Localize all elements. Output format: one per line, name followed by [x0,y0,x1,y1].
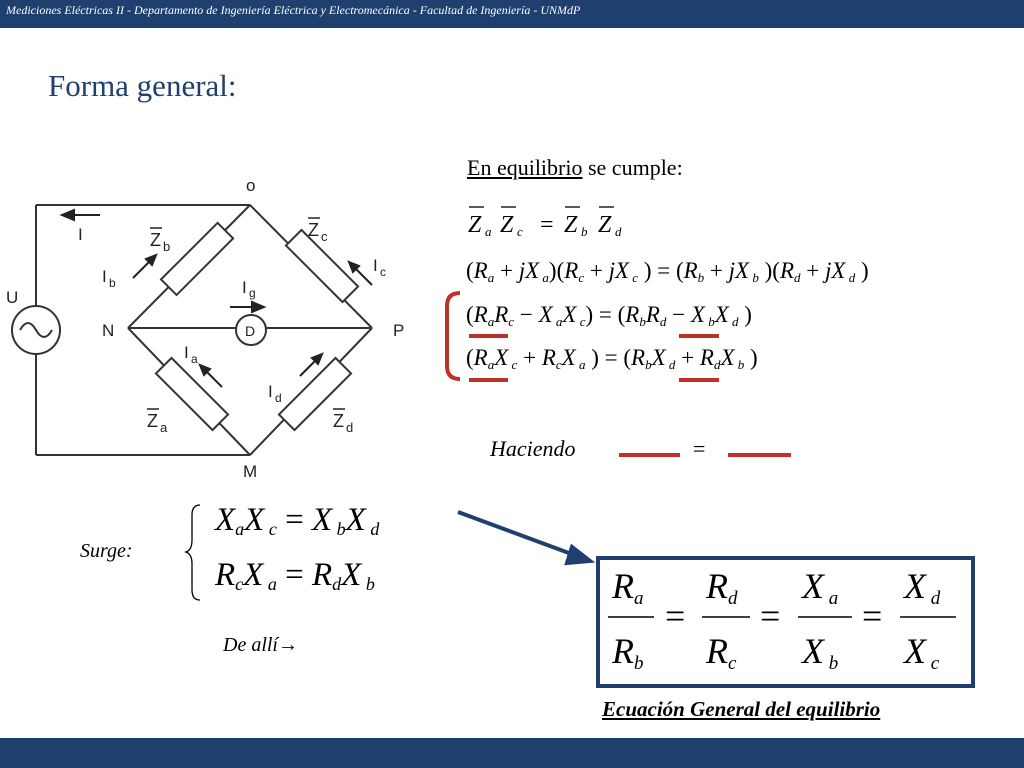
svg-text:b: b [109,276,116,290]
equation-impedance-product [468,207,622,239]
detector-label: D [245,323,256,339]
equilibrium-term: En equilibrio [467,155,583,180]
svg-text:(RaX c + RcX a ) = (RbX d + Rd: (RaX c + RcX a ) = (RbX d + RdX b ) [466,345,758,372]
svg-text:X b: X b [802,631,839,674]
equation-caption: Ecuación General del equilibrio [602,697,881,721]
svg-text:X c: X c [904,631,940,674]
svg-text:=: = [760,596,781,636]
equation-imag-part [466,345,758,372]
svg-text:c: c [517,224,523,239]
za-label: Z [147,411,158,431]
svg-text:XaX c = X bX d: XaX c = X bX d [215,502,380,539]
de-alli-label: De allí→ [223,634,298,656]
general-equilibrium-equation [608,566,956,674]
zb-label: Z [150,230,161,250]
svg-text:d: d [275,391,282,405]
svg-text:Ra: Ra [612,566,644,609]
svg-text:Rd: Rd [706,566,738,609]
equation-real-part [466,302,752,329]
svg-text:Rc: Rc [706,631,737,674]
current-i-label: I [78,225,83,244]
haciendo-label: Haciendo [490,436,576,461]
source-label: U [6,288,19,307]
svg-text:a: a [191,352,198,366]
equation-imag-simplified [213,502,380,539]
svg-text:b: b [581,224,588,239]
ib-label: I [102,267,107,286]
node-m-label: M [243,462,258,481]
svg-text:=: = [862,596,883,636]
surge-brace [186,505,200,600]
ia-label: I [184,343,189,362]
svg-text:(Ra + jX a)(Rc + jX c ) = (Rb: (Ra + jX a)(Rc + jX c ) = (Rb + jX b )(Rd + jX d ) [466,258,869,285]
svg-text:RcX a = RdX b: RcX a = RdX b [215,557,375,594]
svg-text:a: a [160,420,168,435]
node-p-label: P [393,321,405,340]
page-title: Forma general: [48,68,237,103]
svg-text:Rb: Rb [612,631,644,674]
svg-text:g: g [249,286,256,300]
footer-bar [0,738,1024,768]
svg-text:X a: X a [802,566,839,609]
haciendo-equals: = [693,436,706,461]
node-n-label: N [102,321,115,340]
svg-text:X d: X d [904,566,941,609]
zc-label: Z [308,220,319,240]
svg-text:(RaRc − X aX c) = (RbRd − X bX: (RaRc − X aX c) = (RbRd − X bX d ) [466,302,752,329]
surge-label: Surge: [80,540,133,562]
svg-text:a: a [485,224,492,239]
svg-text:=: = [540,212,554,238]
svg-text:c: c [321,229,328,244]
svg-text:d: d [346,420,354,435]
svg-text:Z: Z [564,212,578,238]
pointer-arrow [458,512,590,563]
svg-text:Z: Z [468,212,482,238]
svg-text:c: c [380,265,386,279]
equation-real-simplified [214,557,375,594]
current-ig-label: I [242,278,247,297]
header-text: Mediciones Eléctricas II - Departamento de Ingeniería Eléctrica y Electromecánica - Facultad de Ingeniería - UNMdP [6,3,581,17]
id-label: I [268,382,273,401]
svg-text:Z: Z [598,212,612,238]
svg-text:Z: Z [500,212,514,238]
svg-text:=: = [665,596,686,636]
equilibrium-heading: En equilibrio se cumple: [467,155,683,180]
zd-label: Z [333,411,344,431]
right-arrow-icon: → [278,634,298,656]
ic-label: I [373,256,378,275]
svg-text:b: b [163,239,171,254]
node-o-label: o [246,176,256,195]
svg-text:d: d [615,224,622,239]
equation-expanded [466,258,869,285]
